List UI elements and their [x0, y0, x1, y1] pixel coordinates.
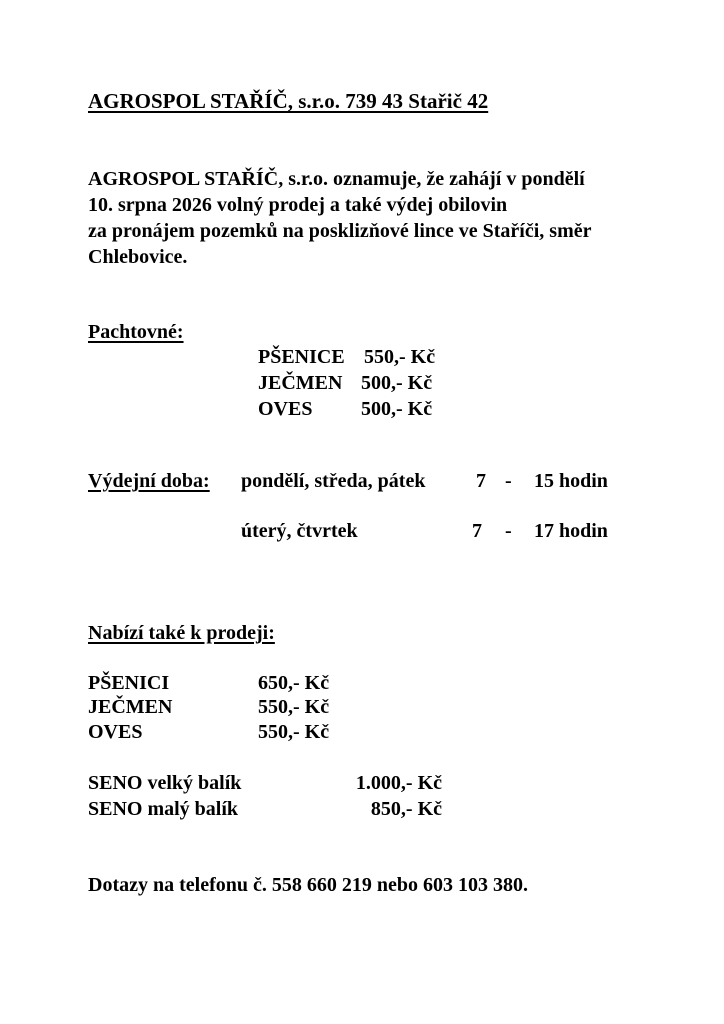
vydej-to: 15 hodin: [534, 470, 608, 492]
vydej-from: 7: [472, 520, 482, 542]
vydej-dash: -: [505, 470, 512, 492]
vydej-from: 7: [476, 470, 486, 492]
intro-line: za pronájem pozemků na posklizňové lince ve Staříči, směr: [88, 220, 592, 242]
page-title: AGROSPOL STAŘÍČ, s.r.o. 739 43 Stařič 42: [88, 89, 489, 113]
pachtovne-item-price: 550,- Kč: [364, 346, 436, 368]
prodej-grain-name: OVES: [88, 721, 143, 743]
intro-line: AGROSPOL STAŘÍČ, s.r.o. oznamuje, že zahájí v pondělí: [88, 168, 585, 190]
vydej-days: úterý, čtvrtek: [241, 520, 358, 542]
prodej-hay-name: SENO velký balík: [88, 772, 242, 794]
prodej-grain-name: PŠENICI: [88, 672, 170, 694]
vydej-heading: Výdejní doba:: [88, 470, 210, 492]
prodej-heading: Nabízí také k prodeji:: [88, 622, 275, 644]
pachtovne-item-name: OVES: [258, 398, 313, 420]
vydej-days: pondělí, středa, pátek: [241, 470, 426, 492]
prodej-hay-name: SENO malý balík: [88, 798, 239, 820]
prodej-hay-price: 850,- Kč: [370, 798, 442, 820]
pachtovne-heading: Pachtovné:: [88, 321, 184, 343]
intro-line: 10. srpna 2026 volný prodej a také výdej obilovin: [88, 194, 508, 216]
vydej-to: 17 hodin: [534, 520, 608, 542]
intro-line: Chlebovice.: [88, 246, 188, 268]
prodej-grain-price: 650,- Kč: [258, 672, 330, 694]
contact-line: Dotazy na telefonu č. 558 660 219 nebo 603 103 380.: [88, 874, 528, 896]
prodej-grain-name: JEČMEN: [88, 696, 173, 718]
pachtovne-item-name: PŠENICE: [258, 346, 345, 368]
pachtovne-item-price: 500,- Kč: [361, 372, 433, 394]
vydej-dash: -: [505, 520, 512, 542]
prodej-grain-price: 550,- Kč: [258, 721, 330, 743]
prodej-hay-price: 1.000,- Kč: [355, 772, 442, 794]
pachtovne-item-name: JEČMEN: [258, 372, 343, 394]
prodej-grain-price: 550,- Kč: [258, 696, 330, 718]
pachtovne-item-price: 500,- Kč: [361, 398, 433, 420]
